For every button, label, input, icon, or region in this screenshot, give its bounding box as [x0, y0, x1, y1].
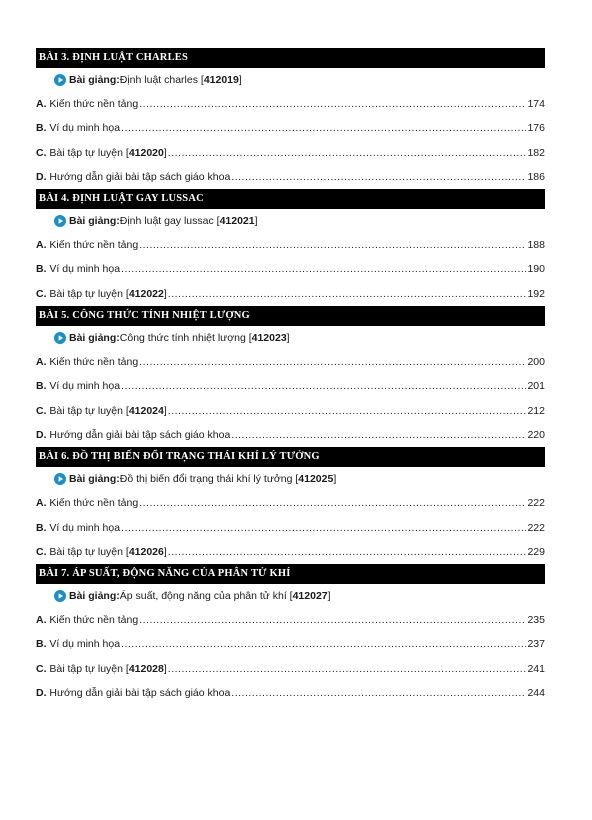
table-of-contents [36, 48, 545, 705]
row-letter: C. [36, 662, 47, 675]
toc-row[interactable] [36, 257, 545, 281]
row-code: 412024 [128, 404, 164, 417]
lecture-prefix: Bài giảng: [69, 215, 120, 228]
lecture-link[interactable] [36, 68, 545, 92]
page-number: 237 [527, 638, 545, 651]
row-text: Bài tập tự luyện [ [46, 545, 129, 558]
row-letter: C. [36, 287, 47, 300]
row-label [36, 282, 167, 306]
toc-row[interactable] [36, 165, 545, 189]
toc-row[interactable] [36, 657, 545, 681]
row-text: Kiến thức nền tảng [46, 98, 139, 110]
dot-leader [139, 608, 526, 632]
section-title: BÀI 5. CÔNG THỨC TÍNH NHIỆT LƯỢNG [36, 306, 545, 326]
dot-leader [121, 116, 526, 140]
page-number: 235 [527, 614, 545, 627]
row-code: 412022 [128, 287, 164, 300]
page-number: 174 [527, 98, 545, 110]
section-title: BÀI 6. ĐỒ THỊ BIẾN ĐỔI TRẠNG THÁI KHÍ LÝ TƯỞNG [36, 447, 545, 467]
row-suffix: ] [163, 404, 167, 417]
row-label [36, 540, 167, 564]
row-label [36, 374, 120, 398]
row-label [36, 116, 120, 140]
page-number: 241 [527, 662, 545, 675]
row-suffix: ] [163, 662, 167, 675]
dot-leader [168, 141, 527, 165]
row-suffix: ] [163, 146, 167, 159]
row-text: Kiến thức nền tảng [46, 497, 139, 510]
page-number: 182 [527, 146, 545, 159]
row-label [36, 423, 230, 447]
dot-leader [139, 491, 526, 515]
dot-leader [168, 657, 527, 681]
toc-row[interactable] [36, 92, 545, 116]
toc-row[interactable] [36, 374, 545, 398]
row-letter: C. [36, 404, 47, 417]
lecture-code: 412025 [298, 473, 334, 486]
lecture-suffix: ] [327, 590, 331, 603]
lecture-link[interactable] [36, 326, 545, 350]
play-circle-icon [54, 332, 66, 344]
page-number: 244 [527, 687, 545, 700]
page-number: 222 [527, 497, 545, 510]
lecture-suffix: ] [333, 473, 337, 486]
row-label [36, 350, 138, 374]
row-text: Ví dụ minh họa [46, 263, 121, 276]
lecture-code: 412019 [203, 74, 239, 86]
row-text: Bài tập tự luyện [ [46, 146, 129, 159]
lecture-text: Đồ thị biến đổi trạng thái khí lý tưởng [ [119, 473, 299, 486]
lecture-suffix: ] [238, 74, 242, 86]
toc-row[interactable] [36, 540, 545, 564]
row-letter: D. [36, 170, 47, 183]
row-text: Hướng dẫn giải bài tập sách giáo khoa [46, 428, 231, 441]
row-label [36, 141, 167, 165]
toc-row[interactable] [36, 423, 545, 447]
row-letter: B. [36, 263, 47, 276]
row-label [36, 92, 138, 116]
row-letter: B. [36, 380, 47, 393]
lecture-text: Định luật gay lussac [ [119, 215, 220, 228]
page-number: 200 [527, 356, 545, 369]
toc-rows [36, 350, 545, 447]
dot-leader [168, 282, 527, 306]
page-number: 190 [527, 263, 545, 276]
row-text: Ví dụ minh họa [46, 638, 121, 651]
row-label [36, 399, 167, 423]
play-circle-icon [54, 215, 66, 227]
row-code: 412028 [128, 662, 164, 675]
toc-section [36, 189, 545, 306]
row-letter: D. [36, 687, 47, 700]
row-label [36, 516, 120, 540]
row-label [36, 657, 167, 681]
toc-section [36, 306, 545, 447]
row-text: Bài tập tự luyện [ [46, 287, 129, 300]
row-label [36, 608, 138, 632]
dot-leader [231, 681, 526, 705]
row-label [36, 233, 138, 257]
page-number: 222 [527, 521, 545, 534]
dot-leader [231, 165, 526, 189]
lecture-code: 412023 [251, 332, 287, 345]
section-title: BÀI 3. ĐỊNH LUẬT CHARLES [36, 48, 545, 68]
lecture-suffix: ] [286, 332, 290, 345]
lecture-text: Định luật charles [ [119, 74, 204, 86]
row-label [36, 165, 230, 189]
page-number: 176 [527, 122, 545, 135]
page-number: 201 [527, 380, 545, 393]
row-letter: A. [36, 497, 47, 510]
dot-leader [231, 423, 526, 447]
toc-section [36, 564, 545, 705]
toc-rows [36, 608, 545, 705]
toc-row[interactable] [36, 608, 545, 632]
play-circle-icon [54, 473, 66, 485]
row-letter: B. [36, 638, 47, 651]
toc-section [36, 48, 545, 189]
lecture-link[interactable] [36, 584, 545, 608]
row-text: Kiến thức nền tảng [46, 356, 139, 369]
dot-leader [139, 233, 526, 257]
row-suffix: ] [163, 287, 167, 300]
row-text: Ví dụ minh họa [46, 380, 121, 393]
page-number: 192 [527, 287, 545, 300]
lecture-text: Áp suất, động năng của phân tử khí [ [119, 590, 293, 603]
row-letter: C. [36, 146, 47, 159]
row-text: Ví dụ minh họa [46, 521, 121, 534]
toc-row[interactable] [36, 350, 545, 374]
toc-row[interactable] [36, 632, 545, 656]
lecture-link[interactable] [36, 467, 545, 491]
toc-row[interactable] [36, 233, 545, 257]
row-letter: B. [36, 521, 47, 534]
page-number: 212 [527, 404, 545, 417]
row-label [36, 681, 230, 705]
dot-leader [168, 399, 527, 423]
page-number: 229 [527, 545, 545, 558]
section-title: BÀI 4. ĐỊNH LUẬT GAY LUSSAC [36, 189, 545, 209]
dot-leader [121, 632, 526, 656]
row-text: Bài tập tự luyện [ [46, 404, 129, 417]
lecture-text: Công thức tính nhiệt lượng [ [119, 332, 252, 345]
row-text: Ví dụ minh họa [46, 122, 121, 135]
lecture-link[interactable] [36, 209, 545, 233]
row-text: Hướng dẫn giải bài tập sách giáo khoa [46, 687, 231, 700]
row-letter: A. [36, 239, 47, 252]
row-letter: C. [36, 545, 47, 558]
lecture-prefix: Bài giảng: [69, 473, 120, 486]
toc-section [36, 447, 545, 564]
lecture-code: 412027 [292, 590, 328, 603]
dot-leader [139, 350, 526, 374]
row-label [36, 257, 120, 281]
row-label [36, 632, 120, 656]
row-text: Hướng dẫn giải bài tập sách giáo khoa [46, 170, 231, 183]
dot-leader [121, 374, 526, 398]
lecture-prefix: Bài giảng: [69, 590, 120, 603]
page-number: 220 [527, 428, 545, 441]
row-code: 412020 [128, 146, 164, 159]
row-letter: D. [36, 428, 47, 441]
dot-leader [139, 92, 526, 116]
dot-leader [121, 257, 526, 281]
toc-row[interactable] [36, 516, 545, 540]
dot-leader [168, 540, 527, 564]
toc-rows [36, 92, 545, 189]
row-label [36, 491, 138, 515]
toc-rows [36, 233, 545, 306]
play-circle-icon [54, 590, 66, 602]
row-text: Kiến thức nền tảng [46, 239, 139, 252]
row-letter: A. [36, 356, 47, 369]
toc-row[interactable] [36, 399, 545, 423]
row-letter: A. [36, 98, 47, 110]
lecture-suffix: ] [254, 215, 258, 228]
row-suffix: ] [163, 545, 167, 558]
toc-row[interactable] [36, 282, 545, 306]
lecture-prefix: Bài giảng: [69, 332, 120, 345]
row-text: Bài tập tự luyện [ [46, 662, 129, 675]
lecture-prefix: Bài giảng: [69, 74, 120, 86]
toc-row[interactable] [36, 141, 545, 165]
row-letter: A. [36, 614, 47, 627]
dot-leader [121, 516, 526, 540]
toc-row[interactable] [36, 681, 545, 705]
page-number: 188 [527, 239, 545, 252]
lecture-code: 412021 [219, 215, 255, 228]
row-text: Kiến thức nền tảng [46, 614, 139, 627]
play-circle-icon [54, 74, 66, 86]
row-code: 412026 [128, 545, 164, 558]
toc-row[interactable] [36, 491, 545, 515]
toc-row[interactable] [36, 116, 545, 140]
page-number: 186 [527, 170, 545, 183]
section-title: BÀI 7. ÁP SUẤT, ĐỘNG NĂNG CỦA PHÂN TỬ KHÍ [36, 564, 545, 584]
row-letter: B. [36, 122, 47, 135]
toc-rows [36, 491, 545, 564]
